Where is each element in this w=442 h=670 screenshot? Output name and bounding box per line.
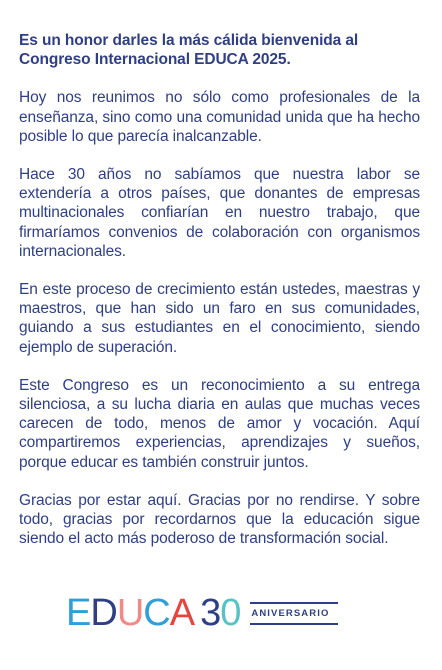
paragraph-4: Este Congreso es un reconocimiento a su entrega silenciosa, a su lucha diaria en aulas que muchas veces carecen de todo, menos de amor y vocación. Aquí compartiremos experiencias, aprendizajes y sueños, porque educar es también construir juntos. <box>19 376 420 471</box>
logo-letter-u: U <box>116 592 144 634</box>
anniversary-label: ANIVERSARIO <box>251 607 330 619</box>
letter-body <box>19 31 420 567</box>
logo-wordmark <box>66 592 241 634</box>
logo-letter-e: E <box>66 592 91 634</box>
logo-digit-0: 0 <box>220 592 241 634</box>
logo-letter-d: D <box>90 592 117 634</box>
logo-letter-c: C <box>143 592 170 634</box>
greeting-paragraph: Es un honor darles la más cálida bienvenida al Congreso Internacional EDUCA 2025. <box>19 32 359 69</box>
logo-digit-3: 3 <box>200 592 221 634</box>
paragraph-2: Hace 30 años no sabíamos que nuestra labor se extendería a otros países, que donantes de empresas multinacionales confiarían en nuestro trabajo, que firmaríamos convenios de colaboración con organismos internacionales. <box>19 166 420 260</box>
anniversary-tag <box>250 598 338 628</box>
tag-rule-bottom <box>250 623 338 625</box>
educa-30-logo <box>66 592 338 634</box>
logo-letter-a: A <box>169 592 195 634</box>
paragraph-1: Hoy nos reunimos no sólo como profesionales de la enseñanza, sino como una comunidad unida que ha hecho posible lo que parecía inalcanzable. <box>19 89 420 145</box>
paragraph-5: Gracias por estar aquí. Gracias por no rendirse. Y sobre todo, gracias por recordarnos que la educación sigue siendo el acto más poderoso de transformación social. <box>19 491 420 548</box>
paragraph-3: En este proceso de crecimiento están ustedes, maestras y maestros, que han sido un faro en sus comunidades, guiando a sus estudiantes en el conocimiento, siendo ejemplo de superación. <box>19 281 420 356</box>
